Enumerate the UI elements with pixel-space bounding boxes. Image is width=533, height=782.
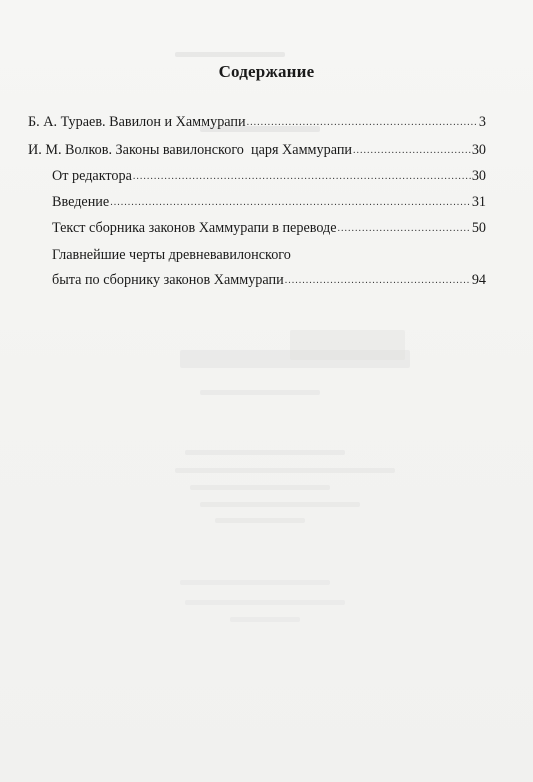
toc-entry[interactable] — [28, 136, 486, 161]
page-title: Содержание — [218, 62, 315, 81]
toc-leader-dots — [285, 273, 471, 291]
table-of-contents — [28, 108, 486, 291]
toc-entry-page: 50 — [471, 220, 486, 236]
toc-entry-page: 30 — [471, 168, 486, 184]
show-through-mark — [175, 468, 395, 473]
show-through-mark — [185, 450, 345, 455]
toc-leader-dots — [338, 221, 471, 239]
toc-entry-title: От редактора — [52, 168, 132, 184]
show-through-mark — [215, 518, 305, 523]
toc-entry-title: Текст сборника законов Хаммурапи в переводе — [52, 220, 337, 236]
toc-subentry[interactable] — [28, 162, 486, 187]
toc-entry[interactable] — [28, 108, 486, 133]
show-through-mark — [185, 600, 345, 605]
toc-entry-title: Б. А. Тураев. Вавилон и Хаммурапи — [28, 114, 246, 130]
toc-entry-page: 94 — [471, 272, 486, 288]
toc-leader-dots — [133, 169, 471, 187]
toc-subentry[interactable] — [28, 188, 486, 213]
show-through-mark — [180, 350, 410, 368]
toc-leader-dots — [353, 143, 471, 161]
show-through-mark — [180, 580, 330, 585]
toc-entry-title: Главнейшие черты древневавилонского — [52, 247, 291, 263]
toc-entry-page: 3 — [478, 114, 486, 130]
toc-subentry[interactable] — [28, 266, 486, 291]
toc-entry-page: 30 — [471, 142, 486, 158]
show-through-mark — [175, 52, 285, 57]
toc-entry-title: Введение — [52, 194, 110, 210]
toc-subentry[interactable] — [28, 214, 486, 239]
toc-entry-title: И. М. Волков. Законы вавилонского царя Хаммурапи — [28, 142, 353, 158]
toc-leader-dots — [247, 115, 478, 133]
show-through-mark — [200, 502, 360, 507]
toc-entry-title: быта по сборнику законов Хаммурапи — [52, 272, 284, 288]
show-through-mark — [200, 390, 320, 395]
toc-subentry[interactable] — [28, 239, 486, 266]
show-through-mark — [230, 617, 300, 622]
show-through-mark — [190, 485, 330, 490]
toc-leader-dots — [110, 195, 471, 213]
toc-entry-page: 31 — [471, 194, 486, 210]
